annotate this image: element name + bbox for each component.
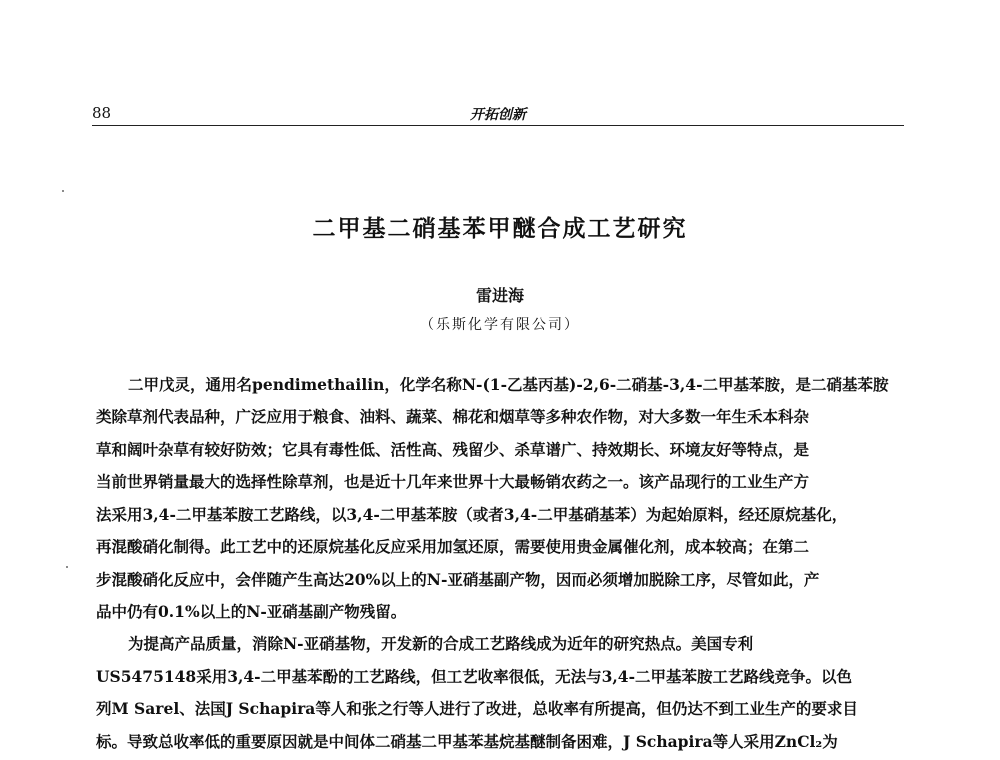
article-title: 二甲基二硝基苯甲醚合成工艺研究 [312,215,688,242]
paragraph-1-line-7: 步混酸硝化反应中，会伴随产生高达20%以上的N-亚硝基副产物，因而必须增加脱除工序，尽管如此，产 [96,570,820,589]
paragraph-1-line-3: 草和阔叶杂草有较好防效；它具有毒性低、活性高、残留少、杀草谱广、持效期长、环境友好等特点，是 [96,440,810,459]
author-affiliation: （乐斯化学有限公司） [420,317,580,333]
paragraph-1-line-8: 品中仍有0.1%以上的N-亚硝基副产物残留。 [96,602,407,621]
paragraph-1-line-6: 再混酸硝化制得。此工艺中的还原烷基化反应采用加氢还原，需要使用贵金属催化剂，成本较高；在第二 [96,537,810,556]
running-head: 开拓创新 [470,107,526,123]
paragraph-2-line-3: 列M Sarel、法国J Schapira等人和张之行等人进行了改进，总收率有所提高，但仍达不到工业生产的要求目 [96,699,858,718]
scan-speck [66,566,68,568]
paragraph-2-line-1: 为提高产品质量，消除N-亚硝基物，开发新的合成工艺路线成为近年的研究热点。美国专利 [128,634,754,653]
page-header [92,104,904,126]
paragraph-2-line-4: 标。导致总收率低的重要原因就是中间体二硝基二甲基苯基烷基醚制备困难，J Schapira等人采用ZnCl₂为 [96,732,838,751]
page-number: 88 [92,104,112,122]
header-rule [92,125,904,126]
paragraph-2-line-2: US5475148采用3,4-二甲基苯酚的工艺路线，但工艺收率很低，无法与3,4-二甲基苯胺工艺路线竞争。以色 [96,667,853,686]
scan-speck [62,190,64,192]
paragraph-1-line-5: 法采用3,4-二甲基苯胺工艺路线，以3,4-二甲基苯胺（或者3,4-二甲基硝基苯）为起始原料，经还原烷基化， [96,505,848,524]
paragraph-1-line-4: 当前世界销量最大的选择性除草剂，也是近十几年来世界十大最畅销农药之一。该产品现行的工业生产方 [96,472,810,491]
paragraph-1-line-1: 二甲戊灵，通用名pendimethailin，化学名称N-(1-乙基丙基)-2,6-二硝基-3,4-二甲基苯胺，是二硝基苯胺 [128,375,889,394]
author-name: 雷进海 [475,286,524,305]
paragraph-1-line-2: 类除草剂代表品种，广泛应用于粮食、油料、蔬菜、棉花和烟草等多种农作物，对大多数一年生禾本科杂 [96,407,810,426]
